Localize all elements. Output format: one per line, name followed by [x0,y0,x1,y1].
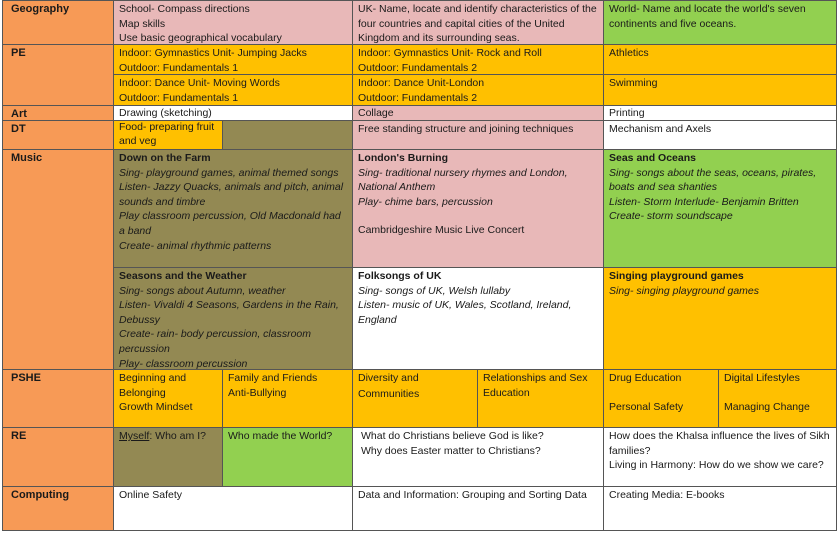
music-term1b-cell [113,267,353,370]
computing-term1-text: Online Safety [119,489,183,501]
music-topic-title: Seas and Oceans [609,152,696,164]
pshe-unit-label: Personal Safety [609,400,684,413]
re-unit-b-cell [222,427,353,487]
art-term3-cell [603,105,837,121]
pshe-unit-f-cell [718,369,837,428]
computing-term3-text: Creating Media: E-books [609,489,725,501]
pshe-unit-label: Beginning and Belonging [119,372,187,399]
art-term2-cell [352,105,604,121]
dt-term1-filler [222,120,353,150]
art-term3-text: Printing [609,107,645,119]
music-activity: Sing- traditional nursery rhymes and London, National Anthem [358,166,568,193]
music-activity: Listen- music of UK, Wales, Scotland, Ireland, England [358,299,572,326]
geography-term2-text: UK- Name, locate and identify characteristics of the four countries and capital cities of the United Kingdom and its surrounding seas. [358,3,597,44]
row-header-pshe: PSHE [2,369,114,428]
music-topic-title: Folksongs of UK [358,270,442,282]
row-header-pe: PE [2,44,114,106]
pshe-unit-label: Growth Mindset [119,401,193,413]
dt-term1-cell [113,120,223,150]
pshe-unit-b-cell [222,369,353,428]
music-activity: Listen- Storm Interlude- Benjamin Britten [609,195,799,208]
pshe-unit-label: Diversity and Communities [358,372,420,400]
row-header-music: Music [2,149,114,370]
pe-term1b-line: Indoor: Dance Unit- Moving Words [119,77,280,89]
geography-term3-cell [603,0,837,45]
row-header-re: RE [2,427,114,487]
pe-term3b-text: Swimming [609,77,658,89]
computing-term2-text: Data and Information: Grouping and Sorting Data [358,489,587,501]
pshe-unit-label: Digital Lifestyles [724,372,800,384]
music-topic-title: Seasons and the Weather [119,270,247,282]
row-header-dt: DT [2,120,114,150]
pshe-unit-a-cell [113,369,223,428]
pe-term3a-cell [603,44,837,75]
music-activity: Play- chime bars, percussion [358,195,493,208]
re-unit-b-text: Who made the World? [228,430,333,442]
music-activity: Sing- songs about the seas, oceans, pirates, boats and sea shanties [609,166,817,193]
music-activity: Play classroom percussion, Old Macdonald had a band [119,210,341,237]
re-unit-a-rest: : Who am I? [149,430,206,442]
music-activity: Listen- Jazzy Quacks, animals and pitch, animal sounds and timbre [119,181,344,208]
pe-term3a-text: Athletics [609,47,649,59]
re-question: Living in Harmony: How do we show we care? [609,459,824,471]
re-question: How does the Khalsa influence the lives of Sikh families? [609,430,830,457]
music-topic-title: London's Burning [358,152,448,164]
music-term3a-cell [603,149,837,268]
pe-term1b-line: Outdoor: Fundamentals 1 [119,91,239,104]
music-topic-title: Down on the Farm [119,152,211,164]
geography-term1-line: School- Compass directions [119,3,250,15]
music-activity: Listen- Vivaldi 4 Seasons, Gardens in the Rain, Debussy [119,299,339,326]
music-term1a-cell [113,149,353,268]
pe-term2b-line: Indoor: Dance Unit-London [358,77,485,89]
music-activity: Sing- songs of UK, Welsh lullaby [358,284,511,297]
pshe-unit-label: Family and Friends [228,372,318,384]
pe-term2b-line: Outdoor: Fundamentals 2 [358,91,478,104]
music-activity: Sing- singing playground games [609,284,760,297]
geography-term2-cell [352,0,604,45]
music-topic-title: Singing playground games [609,270,744,282]
pe-term2a-line: Outdoor: Fundamentals 2 [358,61,478,74]
re-unit-a-cell [113,427,223,487]
music-activity: Create- storm soundscape [609,210,733,222]
pe-term2b-cell [352,74,604,106]
re-question: Why does Easter matter to Christians? [361,444,541,457]
re-question: What do Christians believe God is like? [361,430,544,442]
row-header-computing: Computing [2,486,114,531]
pe-term1a-line: Indoor: Gymnastics Unit- Jumping Jacks [119,47,307,59]
pshe-unit-label: Relationships and Sex Education [483,372,588,399]
geography-term1-line: Map skills [119,17,166,30]
pshe-unit-d-cell [477,369,604,428]
dt-term3-text: Mechanism and Axels [609,123,712,135]
row-header-geography: Geography [2,0,114,45]
art-term1-cell [113,105,353,121]
music-extra-note: Cambridgeshire Music Live Concert [358,224,525,236]
dt-term3-cell [603,120,837,150]
row-header-art: Art [2,105,114,121]
pshe-unit-label: Anti-Bullying [228,386,287,399]
music-activity: Create- rain- body percussion, classroom percussion [119,328,311,355]
pshe-unit-label: Managing Change [724,400,810,413]
pshe-unit-c-cell [352,369,478,428]
music-term2a-cell [352,149,604,268]
music-activity: Create- animal rhythmic patterns [119,239,272,252]
pe-term2a-line: Indoor: Gymnastics Unit- Rock and Roll [358,47,542,59]
computing-term2-cell [352,486,604,531]
geography-term1-cell [113,0,353,45]
pe-term2a-cell [352,44,604,75]
dt-term1-text: Food- preparing fruit and veg [119,121,215,147]
geography-term3-text: World- Name and locate the world's seven continents and five oceans. [609,3,806,30]
re-unit-d-cell [603,427,837,487]
pshe-unit-e-cell [603,369,719,428]
computing-term3-cell [603,486,837,531]
music-term3b-cell [603,267,837,370]
pe-term1a-cell [113,44,353,75]
computing-term1-cell [113,486,353,531]
music-activity: Sing- songs about Autumn, weather [119,284,286,297]
art-term2-text: Collage [358,107,394,119]
dt-term2-cell [352,120,604,150]
pe-term1a-line: Outdoor: Fundamentals 1 [119,61,239,74]
dt-term2-text: Free standing structure and joining techniques [358,123,574,135]
music-term2b-cell [352,267,604,370]
pe-term3b-cell [603,74,837,106]
art-term1-text: Drawing (sketching) [119,107,212,119]
re-unit-c-cell [352,427,604,487]
music-activity: Sing- playground games, animal themed songs [119,166,339,179]
re-unit-a-underlined: Myself [119,430,150,442]
pe-term1b-cell [113,74,353,106]
music-activity: Play- classroom percussion [119,357,248,370]
geography-term1-line: Use basic geographical vocabulary [119,32,282,44]
re-unit-a-text [119,429,217,444]
pshe-unit-label: Drug Education [609,372,682,384]
